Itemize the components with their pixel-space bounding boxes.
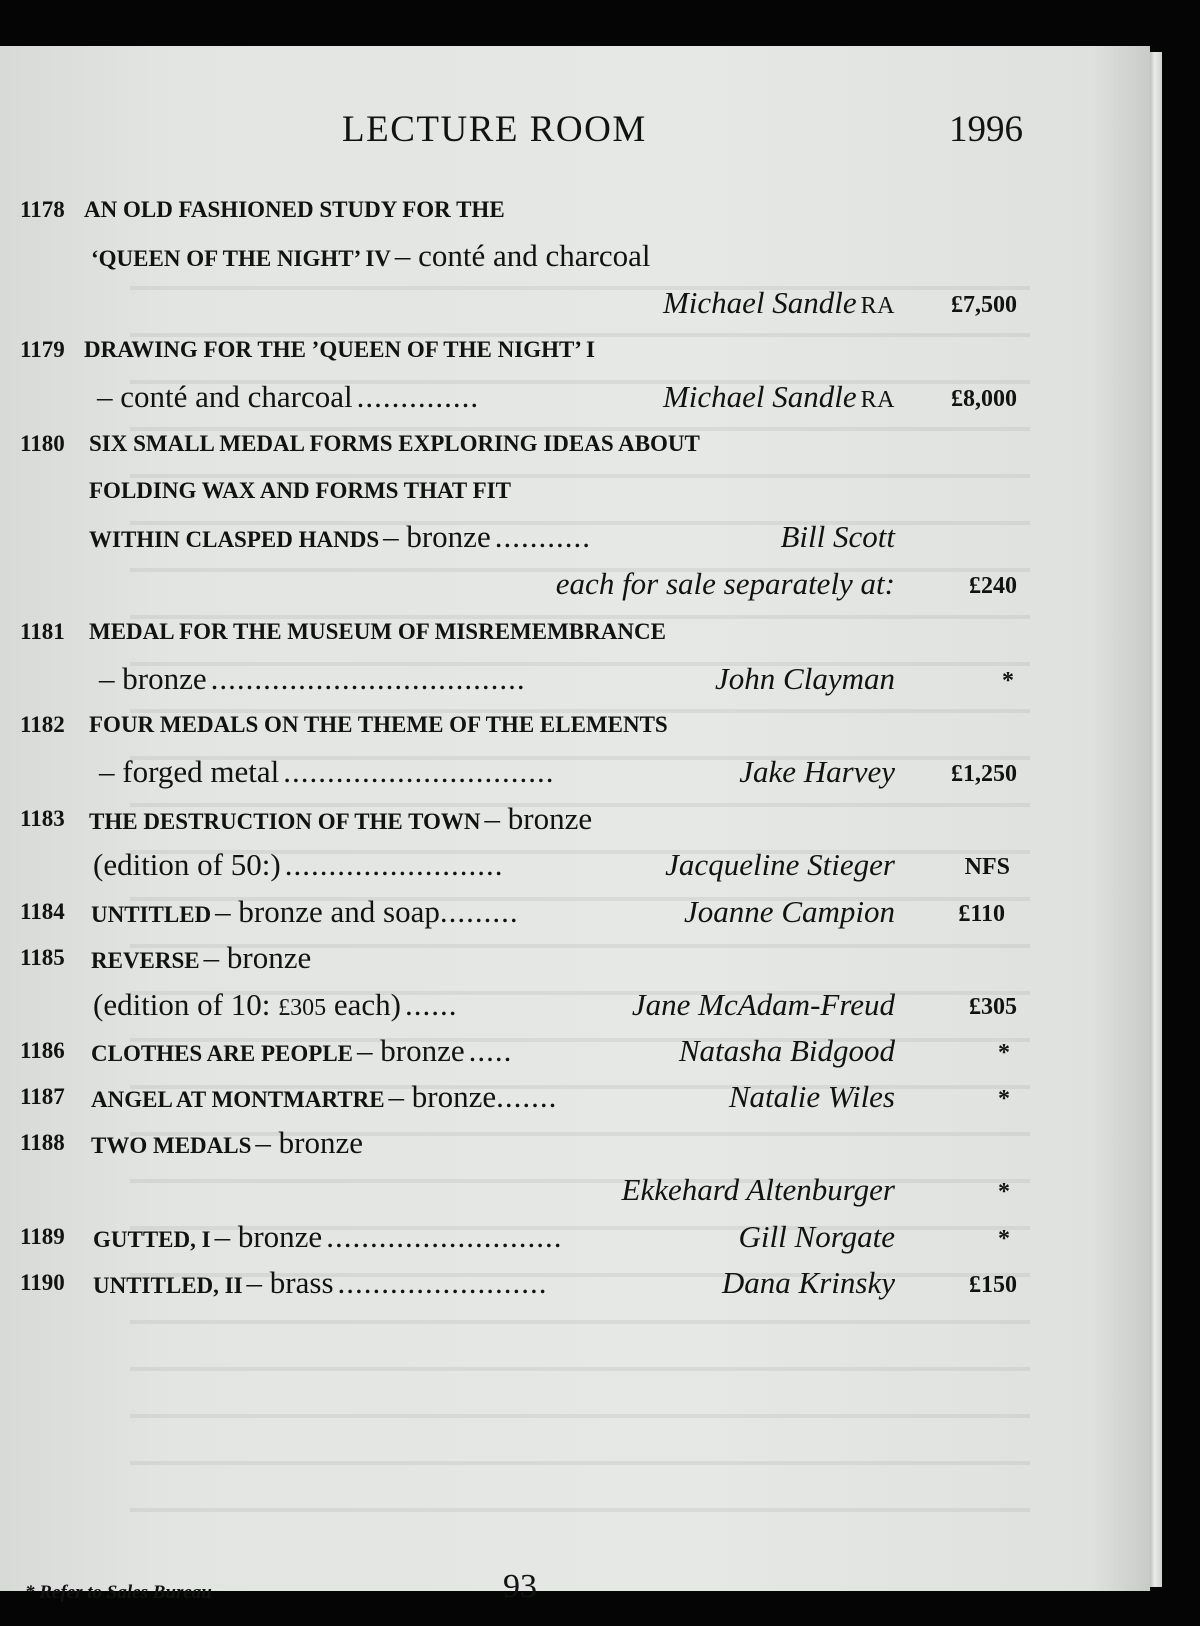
entry-title: REVERSE xyxy=(91,948,200,973)
entry-medium-line xyxy=(99,750,554,794)
entry-medium: – bronze and soap xyxy=(215,894,440,929)
catalogue-entry-1181 xyxy=(0,610,1150,654)
entry-title: TWO MEDALS xyxy=(91,1133,252,1158)
entry-artist: Bill Scott xyxy=(780,519,895,554)
entry-title-line xyxy=(89,515,591,559)
catalogue-entry-1188 xyxy=(0,1121,1150,1165)
page-header-year: 1996 xyxy=(949,109,1023,150)
entry-artist-line xyxy=(739,1215,895,1259)
entry-title: AN OLD FASHIONED STUDY FOR THE xyxy=(84,197,505,222)
entry-title: UNTITLED, II xyxy=(93,1273,243,1298)
leader-dots: ....... xyxy=(496,1079,558,1114)
lot-number: 1179 xyxy=(20,337,65,362)
entry-title: SIX SMALL MEDAL FORMS EXPLORING IDEAS ABOUT xyxy=(89,431,700,456)
footnote: * Refer to Sales Bureau xyxy=(25,1582,212,1603)
entry-artist-line xyxy=(679,1029,895,1073)
entry-artist: Gill Norgate xyxy=(738,1219,895,1254)
edition-price: £305 xyxy=(278,995,327,1021)
entry-artist: Ekkehard Altenburger xyxy=(621,1172,895,1207)
entry-title: CLOTHES ARE PEOPLE xyxy=(91,1041,354,1066)
entry-medium: – bronze xyxy=(255,1125,363,1160)
entry-medium: – bronze xyxy=(383,519,491,554)
entry-artist: Natasha Bidgood xyxy=(678,1033,895,1068)
page-header-title: LECTURE ROOM xyxy=(342,109,647,150)
entry-medium: – brass xyxy=(246,1265,334,1300)
entry-price: * xyxy=(998,1226,1010,1252)
entry-artist: Jacqueline Stieger xyxy=(665,847,895,882)
entry-price: £240 xyxy=(969,573,1017,599)
entry-edition-line xyxy=(93,843,503,887)
lot-number: 1186 xyxy=(20,1038,65,1063)
entry-artist: John Clayman xyxy=(715,661,895,696)
lot-number: 1178 xyxy=(20,197,65,222)
entry-artist-line xyxy=(684,890,895,934)
lot-number: 1189 xyxy=(20,1224,65,1249)
entry-edition: (edition of 10: xyxy=(93,987,279,1022)
leader-dots: ........................ xyxy=(337,1265,548,1300)
entry-title-line xyxy=(91,234,651,278)
leader-dots: ........... xyxy=(494,519,591,554)
entry-artist-line xyxy=(622,1168,895,1212)
lot-number: 1182 xyxy=(20,712,65,737)
lot-number: 1187 xyxy=(20,1084,65,1109)
leader-dots: ........................... xyxy=(326,1219,563,1254)
leader-dots: ............................... xyxy=(283,754,555,789)
lot-number: 1183 xyxy=(20,806,65,831)
entry-artist: Jake Harvey xyxy=(739,754,895,789)
entry-edition: (edition of 50:) xyxy=(93,847,281,882)
entry-title: UNTITLED xyxy=(91,902,212,927)
leader-dots: ......... xyxy=(439,894,519,929)
entry-artist-line xyxy=(780,515,895,559)
entry-medium: – forged metal xyxy=(99,754,280,789)
entry-title: FOUR MEDALS ON THE THEME OF THE ELEMENTS xyxy=(89,712,668,737)
entry-title: ‘QUEEN OF THE NIGHT’ IV xyxy=(91,246,391,271)
entry-artist-line xyxy=(663,281,895,325)
entry-artist: Joanne Campion xyxy=(684,894,895,929)
entry-price: NFS xyxy=(964,854,1010,880)
entry-price: £110 xyxy=(958,901,1005,927)
entry-artist: Michael Sandle xyxy=(662,379,857,414)
entry-price: * xyxy=(1002,668,1014,694)
entry-artist: Natalie Wiles xyxy=(728,1079,895,1114)
entry-title: THE DESTRUCTION OF THE TOWN xyxy=(89,809,481,834)
ra-suffix: RA xyxy=(860,293,895,319)
entry-title: WITHIN CLASPED HANDS xyxy=(89,527,380,552)
catalogue-entry-1178 xyxy=(0,188,1150,232)
entry-medium: – conté and charcoal xyxy=(97,379,353,414)
entry-title: ANGEL AT MONTMARTRE xyxy=(91,1087,385,1112)
entry-artist-line xyxy=(665,843,895,887)
leader-dots: ..... xyxy=(468,1033,513,1068)
entry-edition-end: each) xyxy=(326,987,401,1022)
leader-dots: .................................... xyxy=(210,661,526,696)
lot-number: 1180 xyxy=(20,431,65,456)
catalogue-entry-1185 xyxy=(0,936,1150,980)
lot-number: 1188 xyxy=(20,1130,65,1155)
entry-title: GUTTED, I xyxy=(93,1227,211,1252)
catalogue-entry-1182 xyxy=(0,703,1150,747)
lot-number: 1185 xyxy=(20,945,65,970)
entry-medium: – bronze xyxy=(357,1033,465,1068)
entry-artist: Dana Krinsky xyxy=(721,1265,895,1300)
catalogue-entry-1186 xyxy=(0,1029,1150,1073)
entry-medium: – conté and charcoal xyxy=(394,238,651,273)
catalogue-entry-1179 xyxy=(0,328,1150,372)
entry-title: MEDAL FOR THE MUSEUM OF MISREMEMBRANCE xyxy=(89,619,666,644)
entry-artist-line xyxy=(715,657,895,701)
catalogue-entry-1180 xyxy=(0,422,1150,466)
lot-number: 1190 xyxy=(20,1270,65,1295)
entry-edition-line xyxy=(93,983,457,1027)
entry-medium: – bronze xyxy=(388,1079,497,1114)
entry-price: £7,500 xyxy=(951,292,1017,318)
entry-artist-line xyxy=(729,1075,895,1119)
entry-title: DRAWING FOR THE ’QUEEN OF THE NIGHT’ I xyxy=(84,337,595,362)
ra-suffix: RA xyxy=(860,387,895,413)
entry-artist: Jane McAdam-Freud xyxy=(631,987,895,1022)
entry-title: FOLDING WAX AND FORMS THAT FIT xyxy=(89,478,511,503)
entry-medium: – bronze xyxy=(99,661,207,696)
page-number: 93 xyxy=(503,1568,537,1605)
page-edge xyxy=(1150,52,1162,1587)
entry-medium-line xyxy=(97,375,479,419)
lot-number: 1181 xyxy=(20,619,65,644)
leader-dots: ......................... xyxy=(284,847,504,882)
entry-note-line xyxy=(556,562,895,606)
entry-price: £150 xyxy=(969,1272,1017,1298)
entry-medium: – bronze xyxy=(484,801,593,836)
entry-price: * xyxy=(998,1086,1010,1112)
entry-medium: – bronze xyxy=(214,1219,323,1254)
catalogue-entry-1189 xyxy=(0,1215,1150,1259)
entry-artist-line xyxy=(632,983,895,1027)
entry-price: * xyxy=(998,1040,1010,1066)
entry-artist-line xyxy=(663,375,895,419)
catalogue-entry-1183 xyxy=(0,797,1150,841)
catalogue-entry-1187 xyxy=(0,1075,1150,1119)
lot-number: 1184 xyxy=(20,899,65,924)
entry-medium: – bronze xyxy=(203,940,312,975)
entry-medium-line xyxy=(99,657,526,701)
entry-note: each for sale separately at: xyxy=(555,566,895,601)
entry-price: £8,000 xyxy=(951,386,1017,412)
entry-artist-line xyxy=(739,750,895,794)
entry-price: * xyxy=(998,1179,1010,1205)
entry-artist: Michael Sandle xyxy=(662,285,857,320)
leader-dots: ...... xyxy=(404,987,458,1022)
leader-dots: .............. xyxy=(356,379,480,414)
entry-price: £1,250 xyxy=(951,761,1017,787)
entry-price: £305 xyxy=(969,994,1017,1020)
entry-title-line xyxy=(89,469,511,513)
catalogue-page xyxy=(0,46,1150,1605)
entry-artist-line xyxy=(722,1261,895,1305)
